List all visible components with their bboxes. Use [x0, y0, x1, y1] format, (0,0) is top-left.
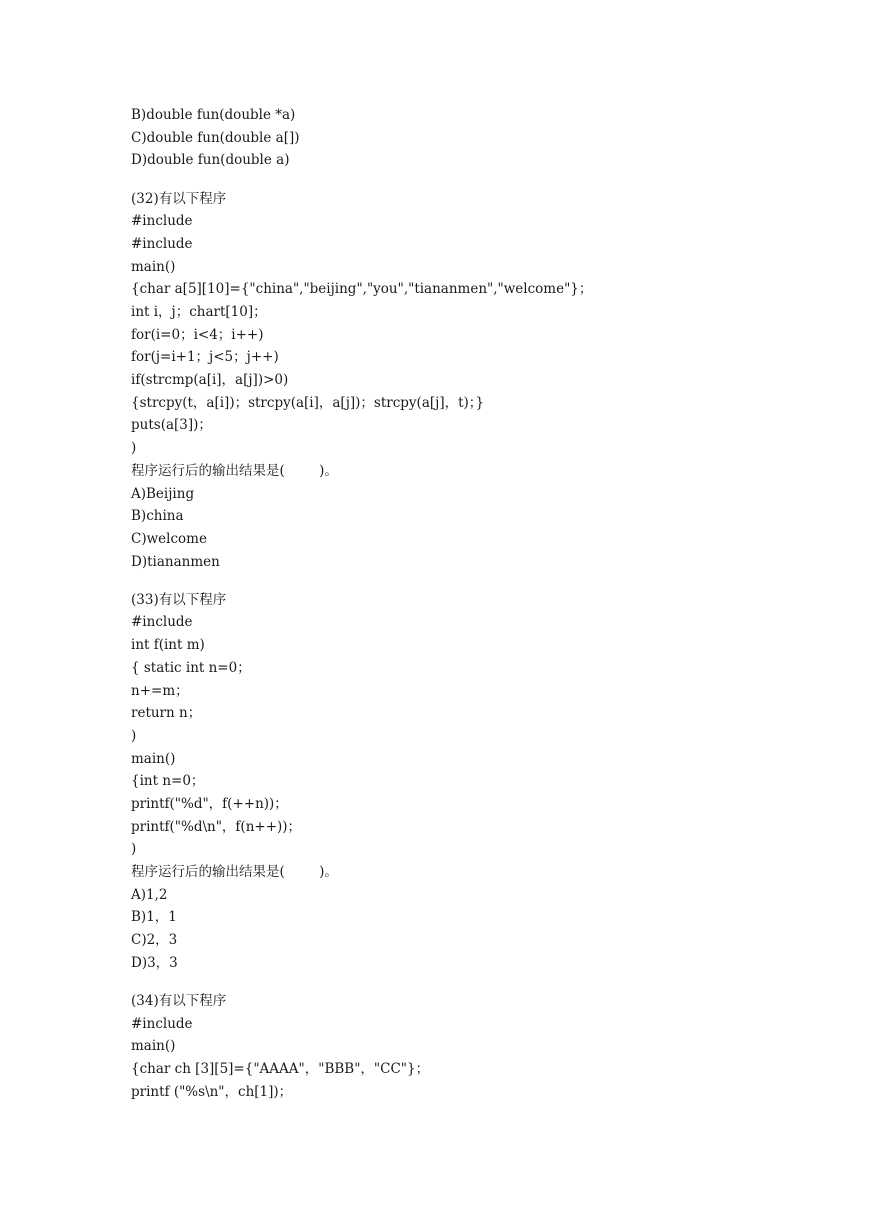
code-line: ) [131, 727, 137, 744]
option-d: D)3，3 [131, 954, 178, 971]
code-line: puts(a[3])； [131, 417, 212, 434]
code-line: int i，j；chart[10]； [131, 304, 267, 320]
spacer [131, 172, 831, 188]
code-line: if(strcmp(a[i]，a[j])>0) [131, 372, 289, 389]
question-prompt: 程序运行后的输出结果是( )。 [131, 462, 338, 479]
code-line: {char ch [3][5]={"AAAA"，"BBB"，"CC"}； [131, 1061, 430, 1077]
option-b: B)china [131, 508, 184, 525]
code-line: {strcpy(t，a[i])；strcpy(a[i]，a[j])；strcpy(a[j]，t)；} [131, 394, 485, 411]
code-line: {char a[5][10]={"china","beijing","you","tiananmen","welcome"}； [131, 281, 593, 298]
code-line: { static int n=0； [131, 659, 251, 676]
code-line: printf("%d"，f(++n))； [131, 795, 288, 812]
option-d: D)double fun(double a) [131, 152, 290, 169]
code-line: main() [131, 1038, 176, 1055]
code-line: return n； [131, 705, 202, 722]
option-a: A)Beijing [131, 485, 195, 502]
question-title: (33)有以下程序 [131, 591, 227, 608]
code-line: for(i=0；i<4；i++) [131, 326, 264, 343]
spacer [131, 974, 831, 990]
code-line: main() [131, 258, 176, 275]
code-line: printf ("%s\n"，ch[1])； [131, 1083, 293, 1100]
option-c: C)double fun(double a[]) [131, 129, 300, 146]
question-32 [131, 188, 831, 574]
option-b: B)1，1 [131, 909, 177, 926]
code-line: #include [131, 213, 193, 230]
option-d: D)tiananmen [131, 553, 220, 570]
code-line: for(j=i+1；j<5；j++) [131, 349, 279, 366]
code-line: ) [131, 841, 137, 858]
intro-options [131, 104, 831, 172]
code-line: main() [131, 750, 176, 767]
code-line: int f(int m) [131, 637, 205, 654]
option-b: B)double fun(double *a) [131, 107, 296, 123]
question-title: (32)有以下程序 [131, 190, 227, 207]
question-34 [131, 990, 831, 1103]
option-a: A)1,2 [131, 886, 168, 903]
code-line: #include [131, 614, 193, 631]
document-page [131, 104, 831, 1103]
question-33 [131, 589, 831, 975]
question-title: (34)有以下程序 [131, 992, 227, 1009]
code-line: printf("%d\n"，f(n++))； [131, 818, 302, 835]
option-c: C)2，3 [131, 932, 178, 949]
code-line: #include [131, 1015, 193, 1032]
code-line: #include [131, 235, 193, 252]
code-line: ) [131, 440, 137, 457]
option-c: C)welcome [131, 530, 207, 547]
question-prompt: 程序运行后的输出结果是( )。 [131, 864, 338, 880]
code-line: n+=m； [131, 682, 189, 699]
code-line: {int n=0； [131, 773, 205, 790]
spacer [131, 573, 831, 589]
